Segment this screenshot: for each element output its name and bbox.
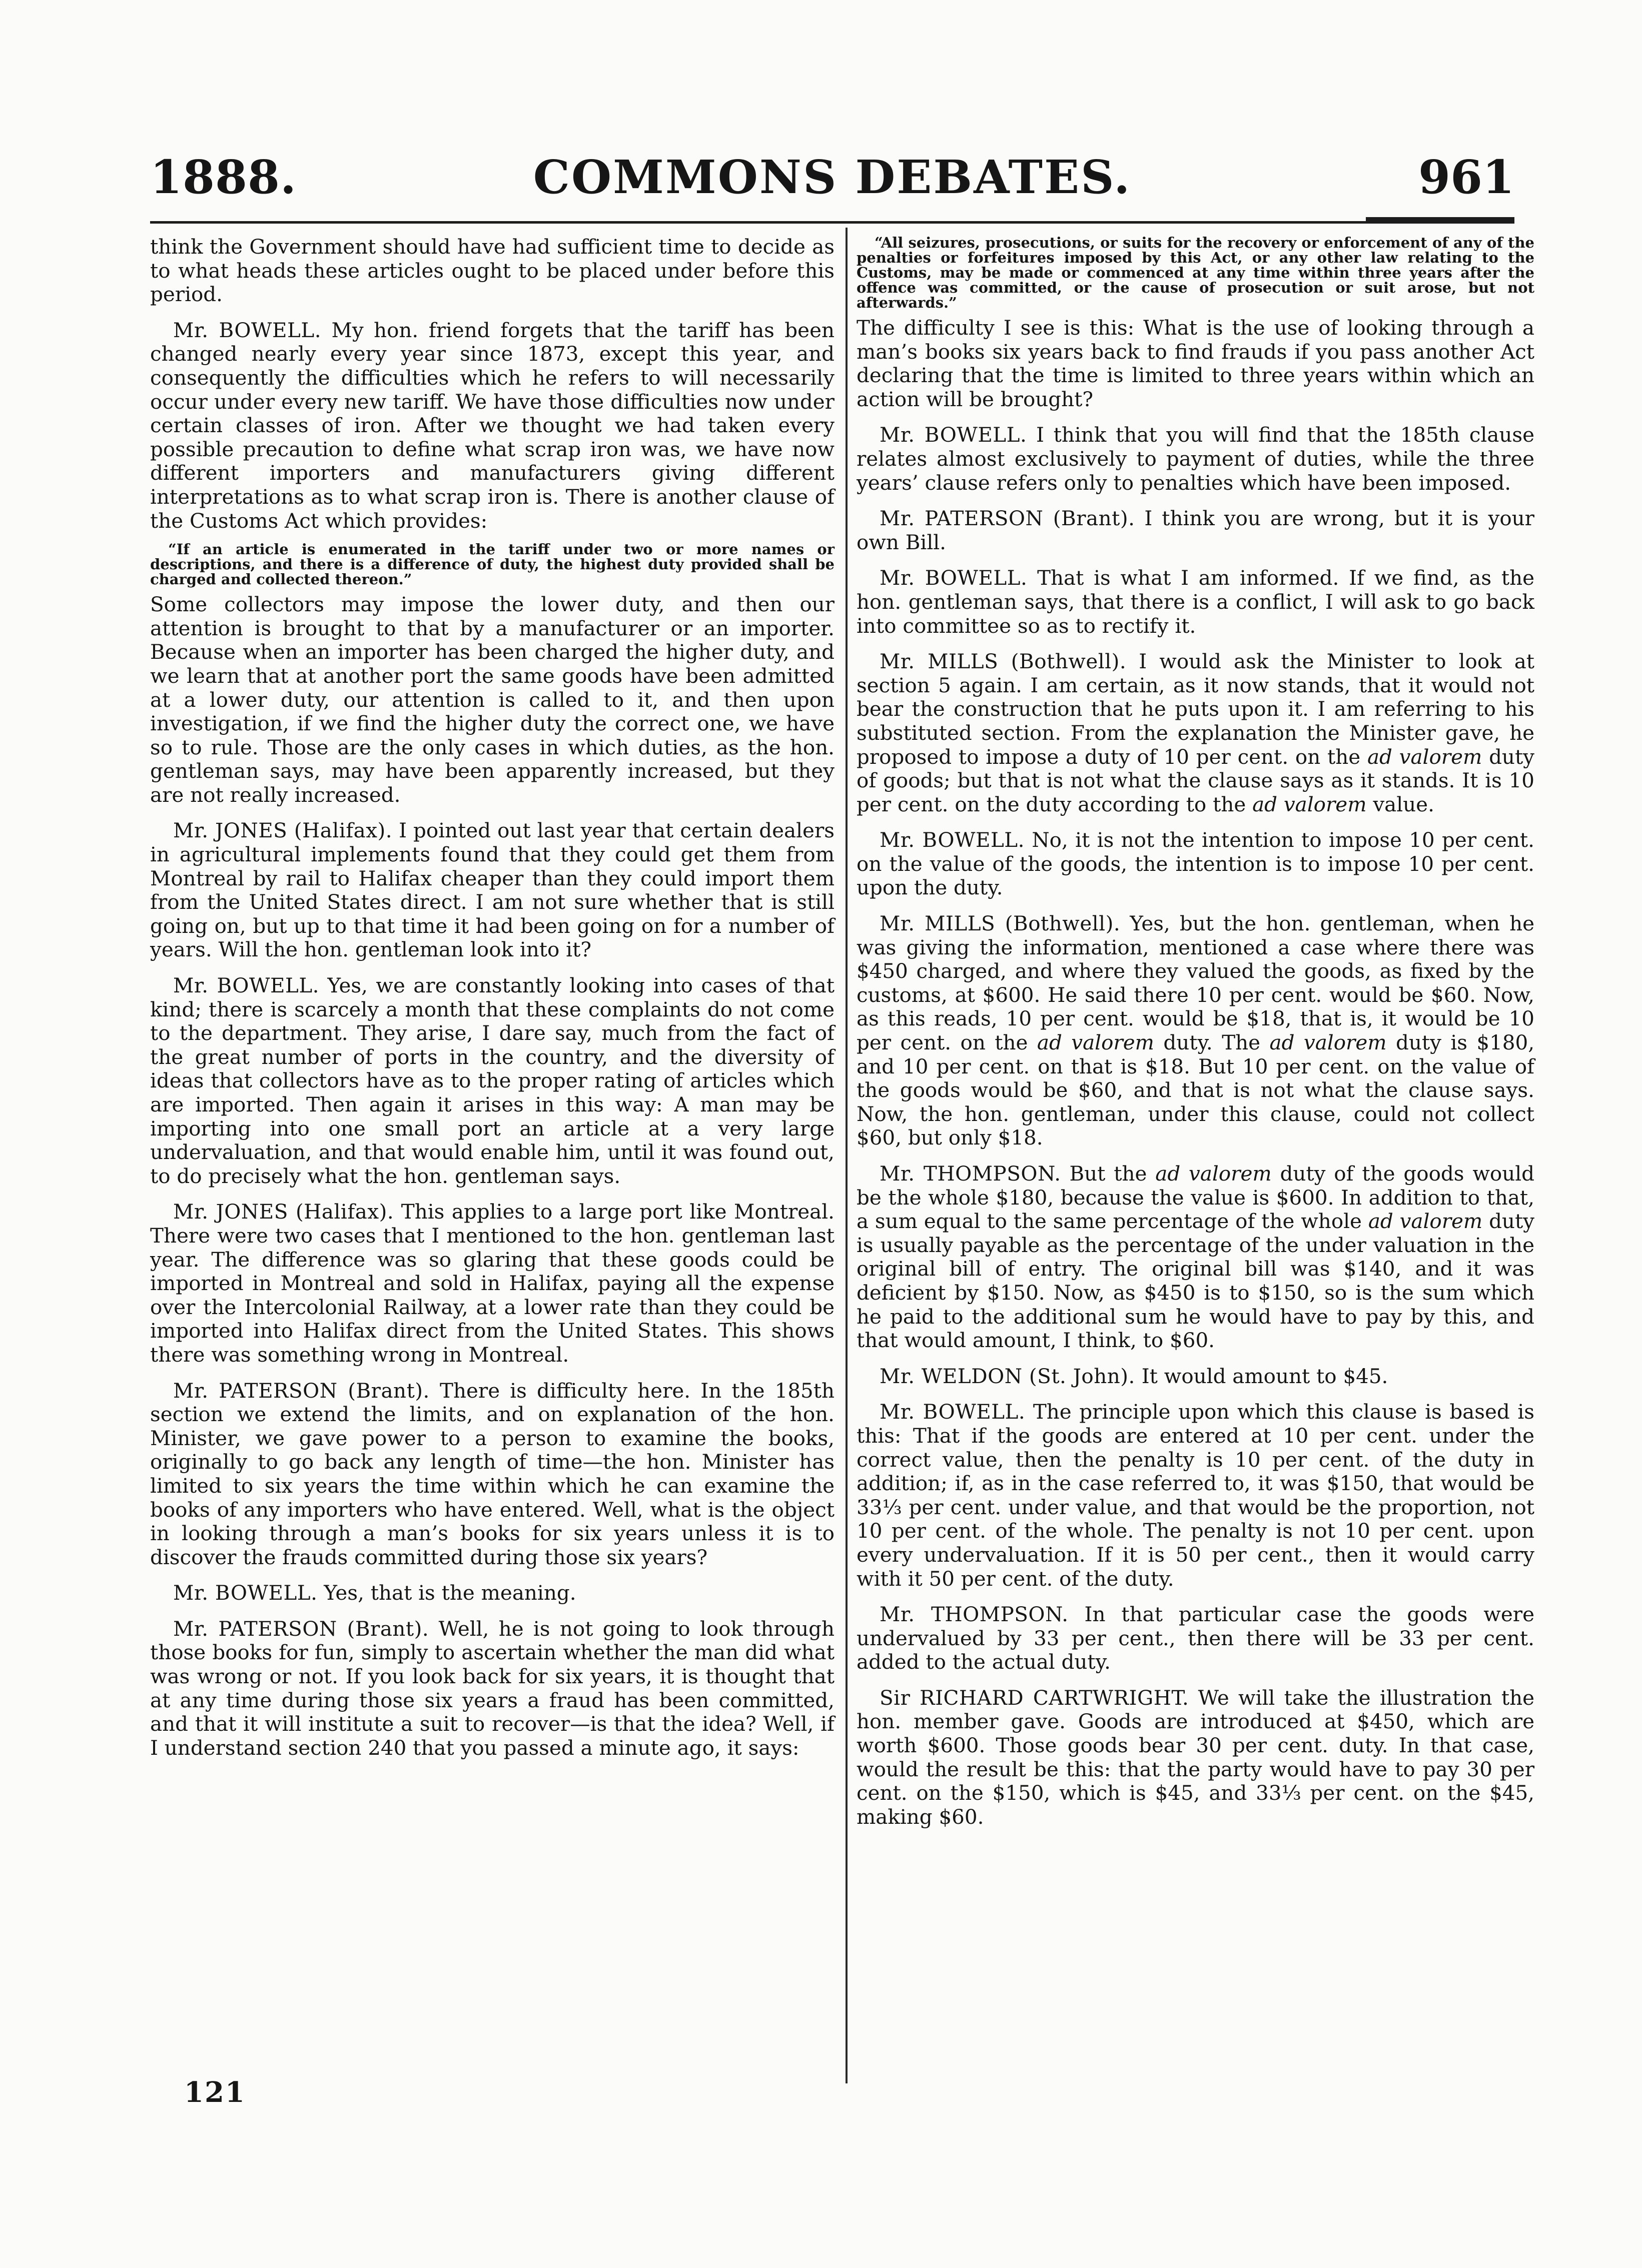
speech xyxy=(857,423,1534,495)
speech-text: duty is $180, and 10 per cent. on that is $18. But 10 per cent. on the value of the goods would be $60, and that is not what the clause says. Now, the hon. gentleman, under this clause, could not collect $60, but only $18. xyxy=(857,1030,1535,1150)
italic-term: ad valorem xyxy=(1269,1030,1387,1055)
speaker-name: Mr. BOWELL. xyxy=(880,423,1027,447)
paragraph xyxy=(857,316,1534,411)
speech-text: I would ask the Minister to look at section 5 again. I am certain, as it now stands, that it would not bear the construction that he puts upon it. I am referring to his substituted section. From the explanation the Minister gave, he proposed to impose a duty of 10 per cent. on the xyxy=(857,649,1535,769)
signature-mark: 121 xyxy=(184,2076,246,2109)
speaker-name: Mr. BOWELL. xyxy=(880,566,1028,590)
speech xyxy=(150,974,835,1188)
italic-term: ad valorem xyxy=(1367,744,1482,769)
header-page-number: 961 xyxy=(1418,150,1514,204)
speaker-name: Mr. WELDON (St. John). xyxy=(880,1364,1135,1388)
header-rule-thick xyxy=(1366,217,1514,223)
italic-term: ad valorem xyxy=(1037,1030,1154,1055)
paragraph xyxy=(150,235,835,307)
header-rule xyxy=(150,221,1514,224)
speaker-name: Mr. BOWELL. xyxy=(173,1581,318,1605)
speaker-name: Mr. JONES (Halifax). xyxy=(173,818,393,843)
speaker-name: Mr. PATERSON (Brant). xyxy=(173,1616,429,1641)
paragraph-text: think the Government should have had sufficient time to decide as to what heads these articles ought to be placed under before this period. xyxy=(150,235,835,307)
speech-text: There is difficulty here. In the 185th section we extend the limits, and on explanation of the hon. Minister, we gave power to a person to examine the books, originally to go back any length of time—the hon. Minister has limited to six years the time within which he can examine the books of any importers who have entered. Well, what is the object in looking through a man’s books for six years unless it is to discover the frauds committed during those six years? xyxy=(150,1378,835,1569)
right-column xyxy=(857,235,1534,1829)
speech xyxy=(857,507,1534,554)
column-divider xyxy=(846,228,848,2083)
speech xyxy=(857,828,1534,900)
speech xyxy=(150,1379,835,1570)
speech-text: Yes, but the hon. gentleman, when he was giving the information, mentioned a case where there was $450 charged, and where they valued the goods, as fixed by the customs, at $600. He said there 10 per cent. would be $60. Now, as this reads, 10 per cent. would be $18, that is, it would be 10 per cent. on the xyxy=(857,911,1534,1055)
speech xyxy=(150,819,835,962)
speech xyxy=(857,650,1534,816)
speech xyxy=(857,1162,1534,1353)
speech-text: Well, he is not going to look through those books for fun, simply to ascertain whether the man did what was wrong or not. If you look back for six years, it is thought that at any time during those six years a fraud has been committed, and that it will institute a suit to recover—is that the idea? Well, if I understand section 240 that you passed a minute ago, it says: xyxy=(150,1616,835,1760)
speaker-name: Mr. BOWELL. xyxy=(173,973,319,998)
speaker-name: Sir RICHARD CARTWRIGHT. xyxy=(880,1685,1189,1710)
speech-text: I pointed out last year that certain dealers in agricultural implements found that they could get them from Montreal by rail to Halifax cheaper than they could import them from the United States direct. I am not sure whether that is still going on, but up to that time it had been going on for a number of years. Will the hon. gentleman look into it? xyxy=(150,818,835,962)
paragraph-text: The difficulty I see is this: What is the use of looking through a man’s books six years back to find frauds if you pass another Act declaring that the time is limited to three years within which an action will be brought? xyxy=(857,316,1534,411)
speaker-name: Mr. PATERSON (Brant). xyxy=(880,506,1135,531)
speech-text: That is what I am informed. If we find, as the hon. gentleman says, that there is a conflict, I will ask to go back into committee so as to rectify it. xyxy=(857,566,1535,638)
speech-text: No, it is not the intention to impose 10 per cent. on the value of the goods, the intention is to impose 10 per cent. upon the duty. xyxy=(857,828,1535,900)
speaker-name: Mr. THOMPSON. xyxy=(880,1602,1069,1627)
speaker-name: Mr. BOWELL. xyxy=(880,828,1025,852)
italic-term: ad valorem xyxy=(1368,1209,1483,1234)
speech-text: Yes, we are constantly looking into cases of that kind; there is scarcely a month that these complaints do not come to the department. They arise, I dare say, much from the fact of the great number of ports in the country, and the diversity of ideas that collectors have as to the proper rating of articles which are imported. Then again it arises in this way: A man may be importing into one small port an article at a very large undervaluation, and that would enable him, until it was found out, to do precisely what the hon. gentleman says. xyxy=(150,973,835,1188)
speaker-name: Mr. JONES (Halifax). xyxy=(173,1200,394,1224)
speech-text: value. xyxy=(1366,792,1434,816)
speech-text: duty. The xyxy=(1154,1030,1270,1055)
speaker-name: Mr. THOMPSON. xyxy=(880,1162,1061,1186)
speech-text: We will take the illustration the hon. member gave. Goods are introduced at $450, which are worth $600. Those goods bear 30 per cent. duty. In that case, would the result be this: that the party would have to pay 30 per cent. on the $150, which is $45, and 33⅓ per cent. on the $45, making $60. xyxy=(857,1685,1534,1829)
speech xyxy=(150,1200,835,1367)
speaker-name: Mr. BOWELL. xyxy=(880,1400,1026,1424)
speech-text: This applies to a large port like Montreal. There were two cases that I mentioned to the hon. gentleman last year. The difference was so glaring that these goods could be imported in Montreal and sold in Halifax, paying all the expense over the Intercolonial Railway, at a lower rate than they could be imported into Halifax direct from the United States. This shows there was something wrong in Montreal. xyxy=(150,1200,835,1367)
quotation: “If an article is enumerated in the tariff under two or more names or descriptions, and there is a difference of duty, the highest duty provided shall be charged and collected thereon.” xyxy=(150,541,835,588)
speech xyxy=(150,1581,835,1605)
paragraph-text: Some collectors may impose the lower duty, and then our attention is brought to that by a manufacturer or an importer. Because when an importer has been charged the higher duty, and we learn that at another port the same goods have been admitted at a lower duty, our attention is called to it, and then upon investigation, if we find the higher duty the correct one, we have so to rule. Those are the only cases in which duties, as the hon. gentleman says, may have been apparently increased, but they are not really increased. xyxy=(150,592,835,807)
page-header xyxy=(150,150,1514,215)
speech xyxy=(857,912,1534,1150)
speech xyxy=(857,1400,1534,1591)
speech-text: duty of the goods would be the whole $180, because the value is $600. In addition to that, a sum equal to the same percentage of the whole xyxy=(857,1162,1535,1234)
speech-text: I think you are wrong, but it is your own Bill. xyxy=(857,506,1534,554)
italic-term: ad valorem xyxy=(1252,792,1367,816)
speech xyxy=(857,1365,1534,1389)
speech xyxy=(857,1603,1534,1674)
speaker-name: Mr. PATERSON (Brant). xyxy=(173,1378,430,1403)
speech xyxy=(857,1686,1534,1829)
speech xyxy=(150,1617,835,1760)
quotation: “All seizures, prosecutions, or suits for the recovery or enforcement of any of the penalties or forfeitures imposed by this Act, or any other law relating to the Customs, may be made or commenced at any time within three years after the offence was committed, or the cause of prosecution or suit arose, but not afterwards.” xyxy=(857,234,1534,311)
speech xyxy=(857,566,1534,638)
speech-text: My hon. friend forgets that the tariff has been changed nearly every year since 1873, except this year, and consequently the difficulties which he refers to will necessarily occur under every new tariff. We have those difficulties now under certain classes of iron. After we thought we had taken every possible precaution to define what scrap iron was, we have now different importers and manufacturers giving different interpretations as to what scrap iron is. There is another clause of the Customs Act which provides: xyxy=(150,318,835,533)
left-column xyxy=(150,235,835,1760)
paragraph xyxy=(150,593,835,807)
speaker-name: Mr. BOWELL. xyxy=(173,318,322,342)
speaker-name: Mr. MILLS (Bothwell). xyxy=(880,649,1127,674)
speech-text: But the xyxy=(1069,1162,1156,1186)
speech-text: duty of goods; but that is not what the clause says as it stands. It is 10 per cent. on the duty according to the xyxy=(857,744,1534,816)
header-title: COMMONS DEBATES. xyxy=(533,150,1132,204)
speech-text: duty is usually payable as the percentage of the under valuation in the original bill of entry. The original bill was $140, and it was deficient by $150. Now, as $450 is to $150, so is the sum which he paid to the additional sum he would have to pay by this, and that would amount, I think, to $60. xyxy=(857,1209,1534,1353)
speaker-name: Mr. MILLS (Bothwell). xyxy=(880,911,1121,936)
speech xyxy=(150,319,835,533)
speech-text: It would amount to $45. xyxy=(1141,1364,1388,1388)
speech-text: In that particular case the goods were undervalued by 33 per cent., then there will be 33 per cent. added to the actual duty. xyxy=(857,1602,1534,1674)
speech-text: I think that you will find that the 185th clause relates almost exclusively to payment of duties, while the three years’ clause refers only to penalties which have been imposed. xyxy=(857,423,1534,495)
speech-text: The principle upon which this clause is based is this: That if the goods are entered at 10 per cent. under the correct value, then the penalty is 10 per cent. of the duty in addition; if, as in the case referred to, it was $150, that would be 33⅓ per cent. under value, and that would be the proportion, not 10 per cent. of the whole. The penalty is not 10 per cent. upon every undervaluation. If it is 50 per cent., then it would carry with it 50 per cent. of the duty. xyxy=(857,1400,1534,1591)
speech-text: Yes, that is the meaning. xyxy=(324,1581,576,1605)
italic-term: ad valorem xyxy=(1155,1162,1272,1186)
header-year: 1888. xyxy=(150,150,297,204)
